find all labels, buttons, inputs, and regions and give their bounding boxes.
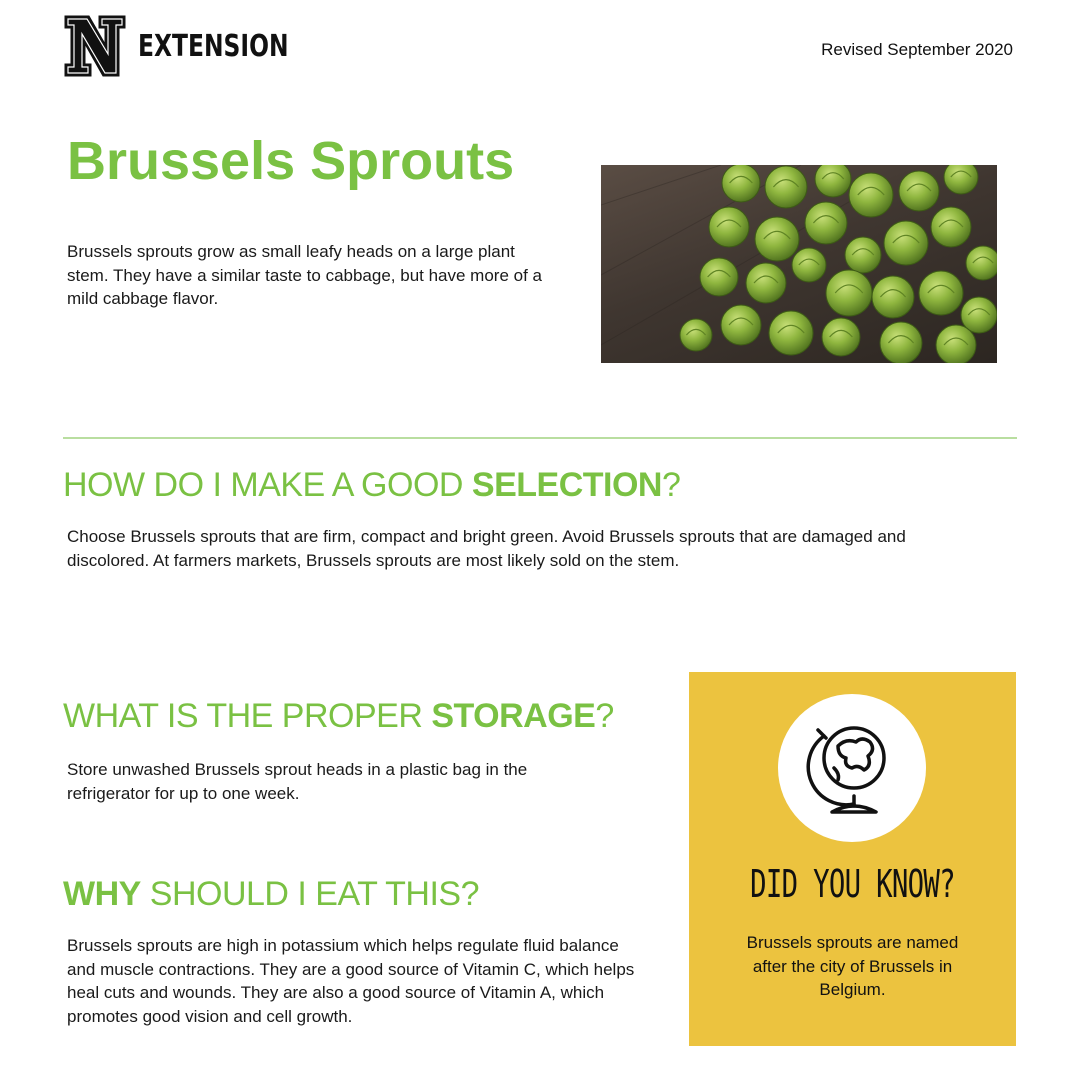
- page-title: Brussels Sprouts: [67, 131, 515, 191]
- storage-heading: WHAT IS THE PROPER STORAGE?: [63, 697, 614, 735]
- sprout-shape: [936, 325, 976, 363]
- sprout-shape: [805, 202, 847, 244]
- why-heading: WHY SHOULD I EAT THIS?: [63, 875, 479, 913]
- sprout-shape: [700, 258, 738, 296]
- sprouts-illustration: [601, 165, 997, 363]
- sprout-shape: [815, 165, 851, 197]
- sprout-shape: [884, 221, 928, 265]
- revised-date: Revised September 2020: [821, 40, 1013, 59]
- sprout-shape: [746, 263, 786, 303]
- why-text: Brussels sprouts are high in potassium which helps regulate fluid balance and muscle contractions. They are a good source of Vitamin C, which helps heal cuts and wounds. They are also a good source of Vitamin A, which promotes good vision and cell growth.: [67, 936, 635, 1026]
- sprout-shape: [899, 171, 939, 211]
- sprout-shape: [765, 166, 807, 208]
- sprout-shape: [722, 165, 760, 202]
- sprout-shape: [931, 207, 971, 247]
- did-you-know-heading: DID YOU KNOW?: [750, 862, 955, 906]
- globe-badge: [778, 694, 926, 842]
- extension-logo[interactable]: [63, 14, 331, 78]
- section-divider: [63, 437, 1017, 439]
- sprout-shape: [822, 318, 860, 356]
- sprout-shape: [880, 322, 922, 363]
- intro-text: Brussels sprouts grow as small leafy heads on a large plant stem. They have a similar taste to cabbage, but have more of a mild cabbage flavor.: [67, 242, 542, 308]
- sprout-shape: [721, 305, 761, 345]
- sprout-shape: [845, 237, 881, 273]
- sprout-shape: [709, 207, 749, 247]
- storage-text: Store unwashed Brussels sprout heads in a plastic bag in the refrigerator for up to one week.: [67, 760, 528, 803]
- selection-heading: HOW DO I MAKE A GOOD SELECTION?: [63, 466, 681, 504]
- sprout-shape: [849, 173, 893, 217]
- selection-text: Choose Brussels sprouts that are firm, compact and bright green. Avoid Brussels sprouts that are damaged and discolored. At farmers markets, Brussels sprouts are most likely sold on the stem.: [67, 527, 906, 570]
- sprout-shape: [769, 311, 813, 355]
- brussels-sprouts-photo: [601, 165, 997, 363]
- sprout-shape: [944, 165, 978, 194]
- sprout-shape: [872, 276, 914, 318]
- sprout-shape: [966, 246, 997, 280]
- logo-wordmark: EXTENSION: [138, 28, 289, 64]
- sprout-shape: [680, 319, 712, 351]
- did-you-know-card: [689, 672, 1016, 1046]
- globe-icon: [804, 716, 900, 820]
- nebraska-n-icon: [63, 14, 127, 78]
- sprout-shape: [792, 248, 826, 282]
- did-you-know-fact: Brussels sprouts are named after the city of Brussels in Belgium.: [746, 933, 959, 999]
- sprout-shape: [919, 271, 963, 315]
- sprout-shape: [755, 217, 799, 261]
- sprout-shape: [826, 270, 872, 316]
